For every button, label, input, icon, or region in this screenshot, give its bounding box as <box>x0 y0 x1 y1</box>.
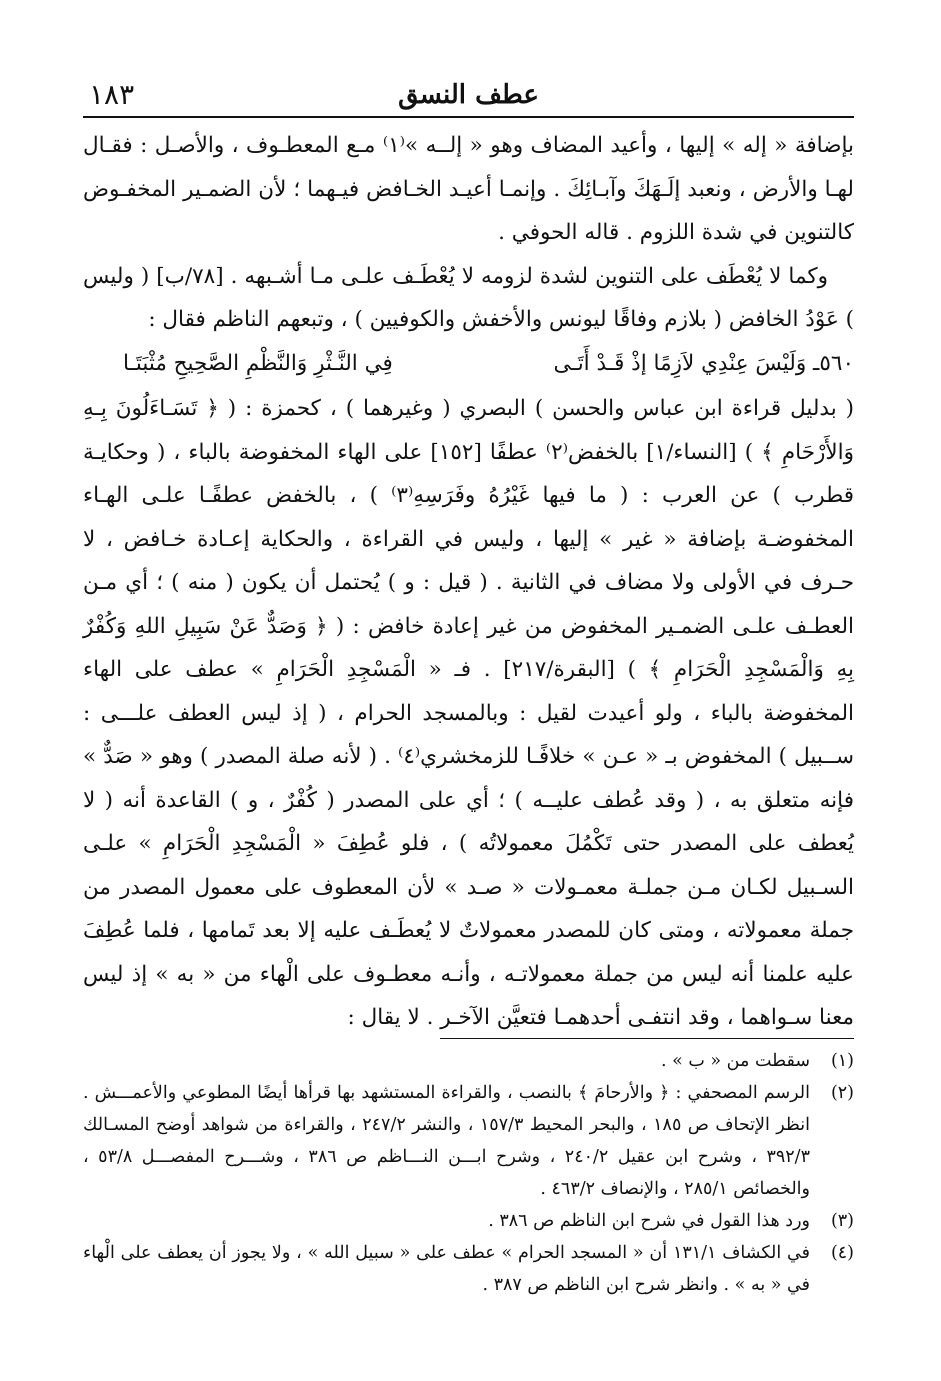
footnote <box>83 1237 854 1301</box>
page-header <box>83 70 854 118</box>
page-number: ١٨٣ <box>89 78 135 111</box>
verse-first-hemistich: ٥٦٠ـ وَلَيْسَ عِنْدِي لاَزِمًا إذْ قَـدْ أَتَـى <box>553 350 854 376</box>
footnote <box>83 1205 854 1237</box>
main-text <box>83 124 854 1040</box>
footnote-number: (١) <box>830 1051 854 1071</box>
footnote-text: ورد هذا القول في شرح ابن الناظم ص ٣٨٦ . <box>488 1211 810 1231</box>
running-title: عطف النسق <box>398 80 539 110</box>
verse-second-hemistich: فِي النَّـثْرِ وَالنَّظْمِ الصَّحِيحِ مُثْبَتَـا <box>123 350 393 376</box>
paragraph-1: بإضافة « إله » إليها ، وأعيد المضاف وهو « إلــه »⁽١⁾ مـع المعطـوف ، والأصـل : فقـال لهـا والأرض ، ونعبد إلَـهَكَ وآبـائِكَ . وإنمـا أعيـد الخـافض فيـهما ؛ لأن الضمـير المخفـوض كالتنوين في شدة اللزوم . قاله الحوفي . <box>83 133 854 245</box>
paragraph-2: وكما لا يُعْطَف على التنوين لشدة لزومه لا يُعْطَـف علـى مـا أشـبهه . [٧٨/ب] ( وليس ) عَوْدُ الخافض ( بلازم وفاقًا ليونس والأخفش والكوفيين ) ، وتبعهم الناظم فقال : <box>83 263 854 332</box>
footnote <box>83 1077 854 1205</box>
footnote-number: (٢) <box>830 1083 854 1103</box>
paragraph-3: ( بدليل قراءة ابن عباس والحسن ) البصري ( وغيرهما ) ، كحمزة : ( ﴿ تَسَـاءَلُونَ بِـهِ وَالأَرْحَامِ ﴾ ) [النساء/١] بالخفض⁽٢⁾ عطفًا [١٥٢] على الهاء المخفوضة بالباء ، ( وحكايـة قطرب ) عن العرب : ( ما فيها غَيْرُهُ وفَرَسِهِ⁽٣⁾ ) ، بالخفض عطفًـا علـى الهـاء المخفوضـة بإضافة « غير » إليها ، وليس في القراءة ، والحكاية إعـادة خـافض ، لا حـرف في الأولى ولا مضاف في الثانية . ( قيل : و ) يُحتمل أن يكون ( منه ) ؛ أي مـن العطـف علـى الضمـير المخفوض من غير إعادة خافض : ( ﴿ وَصَدٌّ عَنْ سَبِيلِ اللهِ وَكُفْرٌ بِهِ وَالْمَسْجِدِ الْحَرَامِ ﴾ ) [البقرة/٢١٧] . فـ « الْمَسْجِدِ الْحَرَامِ » عطف على الهاء المخفوضة بالباء ، ولو أعيدت لقيل : وبالمسجد الحرام ، ( إذ ليس العطف علـــى : ســبيل ) المخفوض بـ « عـن » خلافًـا للزمخشري⁽٤⁾ . ( لأنه صلة المصدر ) وهو « صَدٌّ » فإنه متعلق به ، ( وقد عُطف عليــه ) ؛ أي على المصدر ( كُفْرٌ ، و ) القاعدة أنه ( لا يُعطف على المصدر حتى تَكْمُلَ معمولاتُه ) ، فلو عُطِفَ « الْمَسْجِدِ الْحَرَامِ » علـى السـبيل لكـان مـن جملـة معمـولات « صـد » لأن المعطوف على معمول المصدر من جملة معمولاته ، ومتى كان للمصدر معمولاتٌ لا يُعطَـف عليه إلا بعد تَمامها ، فلما عُطِفَ عليه علمنا أنه ليس من جملة معمولاتـه ، وأنـه معطـوف على الْهاء من « به » إذ ليس معنا سـواهما ، وقد انتفـى أحدهمـا فتعيَّن الآخـر . لا يقال : <box>83 396 854 1030</box>
footnote-text: الرسم المصحفي : ﴿ والأرحامَ ﴾ بالنصب ، والقراءة المستشهد بها قرأها أيضًا المطوعي والأعمـــش . انظر الإتحاف ص ١٨٥ ، والبحر المحيط ١٥٧/٣ ، والنشر ٢٤٧/٢ ، والقراءة من شواهد أوضح المسـالك ٣٩٢/٣ ، وشرح ابن عقيل ٢٤٠/٢ ، وشرح ابـــن النـــاظم ص ٣٨٦ ، وشـــرح المفصـــل ٥٣/٨ ، والخصائص ٢٨٥/١ ، والإنصاف ٤٦٣/٢ . <box>83 1083 811 1199</box>
footnote-number: (٤) <box>830 1243 854 1263</box>
footnote-separator <box>440 1038 854 1039</box>
footnote-text: سقطت من « ب » . <box>660 1051 810 1071</box>
footnote <box>83 1045 854 1077</box>
footnote-number: (٣) <box>830 1211 854 1231</box>
footnotes <box>83 1045 854 1301</box>
footnote-text: في الكشاف ١٣١/١ أن « المسجد الحرام » عطف على « سبيل الله » ، ولا يجوز أن يعطف على الْهاء في « به » . وانظر شرح ابن الناظم ص ٣٨٧ . <box>83 1243 810 1295</box>
verse-line <box>83 342 854 386</box>
